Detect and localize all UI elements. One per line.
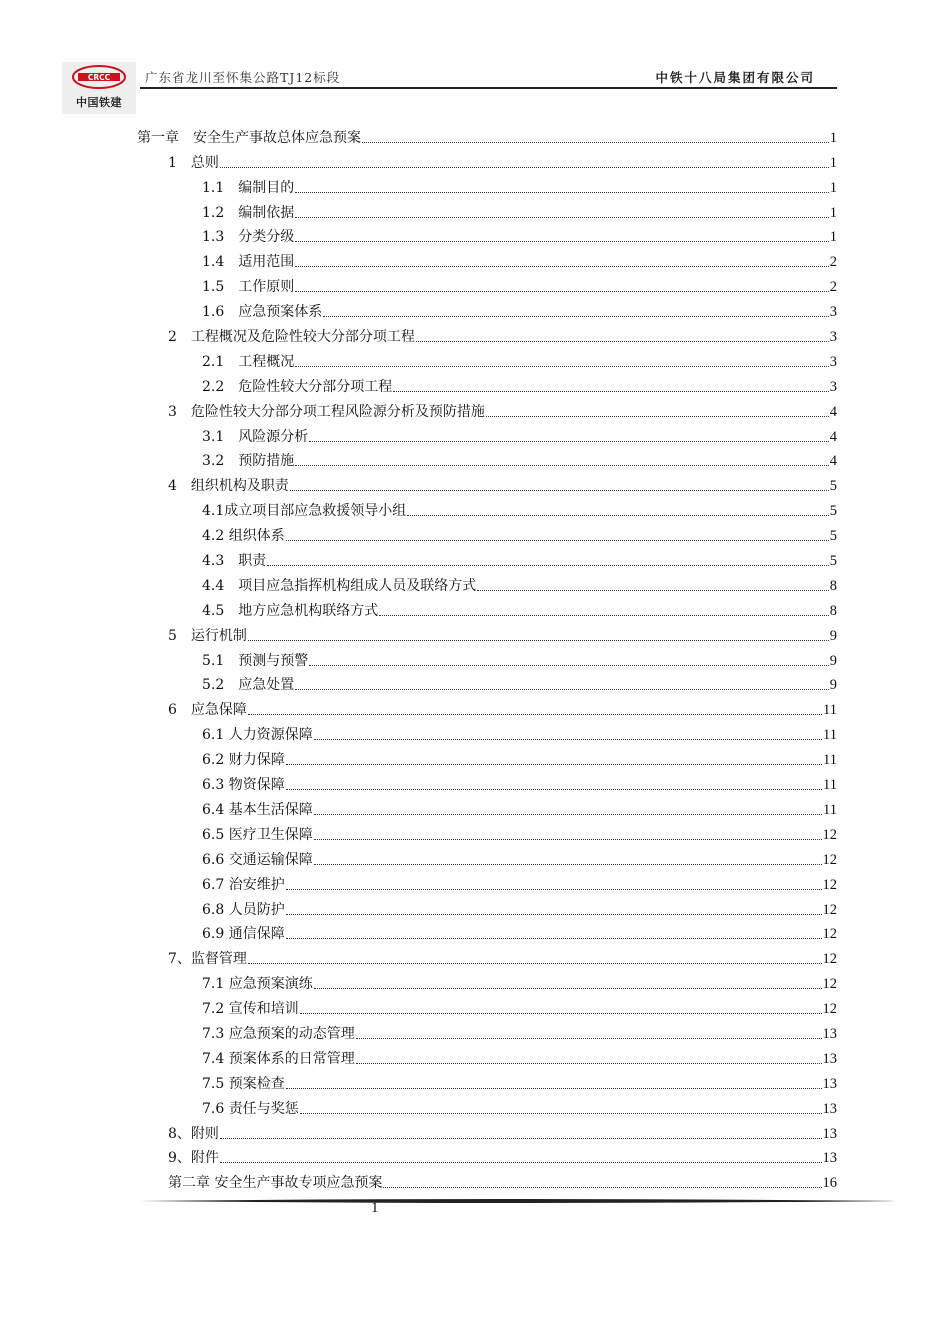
- toc-entry-page: 13: [822, 1025, 837, 1042]
- toc-leader-dots: [248, 714, 822, 715]
- toc-entry-label: 6.7 治安维护: [202, 876, 285, 893]
- toc-leader-dots: [314, 864, 822, 865]
- toc-entry-page: 1: [829, 229, 837, 246]
- toc-entry-page: 1: [829, 204, 837, 221]
- toc-leader-dots: [383, 1187, 821, 1188]
- toc-leader-dots: [286, 540, 829, 541]
- toc-leader-dots: [323, 316, 828, 317]
- toc-leader-dots: [362, 142, 829, 143]
- toc-entry-page: 3: [829, 304, 837, 321]
- toc-entry-page: 5: [829, 528, 837, 545]
- toc-entry-page: 11: [823, 702, 837, 719]
- toc-entry-page: 11: [823, 727, 837, 744]
- toc-entry-page: 16: [822, 1175, 837, 1192]
- toc-entry-page: 3: [829, 378, 837, 395]
- toc-entry-label: 7.5 预案检查: [202, 1075, 285, 1092]
- toc-leader-dots: [314, 814, 822, 815]
- toc-entry[interactable]: [202, 246, 837, 271]
- toc-leader-dots: [295, 192, 828, 193]
- toc-entry[interactable]: [168, 396, 837, 421]
- toc-entry[interactable]: [202, 346, 837, 371]
- toc-entry-page: 13: [822, 1100, 837, 1117]
- toc-leader-dots: [314, 988, 822, 989]
- toc-entry-label: 7.3 应急预案的动态管理: [202, 1025, 355, 1042]
- toc-entry-label: 6.4 基本生活保障: [202, 801, 313, 818]
- toc-entry-label: 3 危险性较大分部分项工程风险源分析及预防措施: [168, 403, 485, 420]
- toc-entry[interactable]: [202, 570, 837, 595]
- toc-entry-label: 1.5 工作原则: [202, 279, 295, 296]
- toc-entry-label: 7.4 预案体系的日常管理: [202, 1050, 355, 1067]
- toc-leader-dots: [300, 1013, 822, 1014]
- toc-entry[interactable]: [202, 495, 837, 520]
- toc-entry[interactable]: [202, 595, 837, 620]
- header-company: 中铁十八局集团有限公司: [655, 70, 815, 85]
- toc-entry-page: 9: [829, 652, 837, 669]
- toc-leader-dots: [290, 490, 829, 491]
- toc-entry[interactable]: [202, 869, 837, 894]
- toc-entry[interactable]: [202, 744, 837, 769]
- toc-entry-label: 1.1 编制目的: [202, 179, 295, 196]
- toc-entry-label: 1.6 应急预案体系: [202, 304, 323, 321]
- toc-leader-dots: [295, 291, 828, 292]
- toc-entry-page: 12: [822, 851, 837, 868]
- toc-entry-page: 12: [822, 826, 837, 843]
- toc-entry-page: 12: [822, 1001, 837, 1018]
- toc-leader-dots: [220, 167, 829, 168]
- toc-entry[interactable]: [168, 1118, 837, 1143]
- toc-entry-page: 4: [829, 453, 837, 470]
- toc-entry-label: 4.3 职责: [202, 553, 267, 570]
- toc-entry[interactable]: [202, 545, 837, 570]
- toc-entry-label: 6.8 人员防护: [202, 901, 285, 918]
- toc-leader-dots: [295, 217, 828, 218]
- toc-leader-dots: [309, 441, 828, 442]
- toc-entry[interactable]: [202, 968, 837, 993]
- toc-entry[interactable]: [202, 446, 837, 471]
- toc-entry[interactable]: [202, 1043, 837, 1068]
- toc-entry[interactable]: [168, 1167, 837, 1192]
- toc-entry-label: 4 组织机构及职责: [168, 478, 289, 495]
- toc-entry[interactable]: [202, 197, 837, 222]
- toc-leader-dots: [248, 640, 829, 641]
- toc-entry-page: 13: [822, 1050, 837, 1067]
- toc-leader-dots: [286, 764, 822, 765]
- toc-entry-label: 5 运行机制: [168, 627, 247, 644]
- toc-entry-page: 13: [822, 1150, 837, 1167]
- toc-leader-dots: [248, 963, 822, 964]
- toc-entry-label: 4.5 地方应急机构联络方式: [202, 602, 379, 619]
- toc-entry-page: 12: [822, 976, 837, 993]
- toc-entry-page: 1: [829, 129, 837, 146]
- toc-leader-dots: [295, 689, 828, 690]
- toc-entry[interactable]: [202, 645, 837, 670]
- toc-entry-label: 1.4 适用范围: [202, 254, 295, 271]
- toc-entry-label: 4.1成立项目部应急救援领导小组: [202, 503, 407, 520]
- toc-entry[interactable]: [202, 894, 837, 919]
- toc-leader-dots: [416, 341, 829, 342]
- toc-entry[interactable]: [202, 794, 837, 819]
- toc-entry[interactable]: [202, 819, 837, 844]
- toc-entry[interactable]: [202, 271, 837, 296]
- toc-entry-label: 6.6 交通运输保障: [202, 851, 313, 868]
- toc-entry-page: 11: [823, 752, 837, 769]
- toc-entry[interactable]: [202, 222, 837, 247]
- toc-entry-label: 2.2 危险性较大分部分项工程: [202, 378, 393, 395]
- toc-entry-page: 1: [829, 179, 837, 196]
- toc-entry-label: 6.3 物资保障: [202, 777, 285, 794]
- toc-entry[interactable]: [168, 943, 837, 968]
- toc-entry-page: 11: [823, 777, 837, 794]
- toc-entry-label: 第一章 安全生产事故总体应急预案: [137, 129, 361, 146]
- toc-leader-dots: [309, 665, 828, 666]
- toc-leader-dots: [286, 938, 822, 939]
- toc-entry-label: 5.2 应急处置: [202, 677, 295, 694]
- toc-entry-page: 5: [829, 478, 837, 495]
- toc-entry[interactable]: [202, 769, 837, 794]
- toc-leader-dots: [286, 1088, 822, 1089]
- toc-entry-label: 7、监督管理: [168, 951, 247, 968]
- toc-entry-page: 12: [822, 901, 837, 918]
- toc-entry[interactable]: [168, 147, 837, 172]
- toc-entry-label: 3.1 风险源分析: [202, 428, 309, 445]
- toc-entry-label: 1.3 分类分级: [202, 229, 295, 246]
- toc-entry[interactable]: [168, 694, 837, 719]
- toc-entry[interactable]: [168, 470, 837, 495]
- toc-leader-dots: [356, 1038, 822, 1039]
- toc-leader-dots: [286, 914, 822, 915]
- toc-entry-page: 11: [823, 801, 837, 818]
- toc-entry[interactable]: [202, 172, 837, 197]
- toc-leader-dots: [295, 241, 828, 242]
- toc-leader-dots: [220, 1162, 822, 1163]
- toc-entry-page: 2: [829, 279, 837, 296]
- toc-entry-page: 12: [822, 951, 837, 968]
- table-of-contents: [0, 122, 950, 1192]
- toc-entry-label: 2.1 工程概况: [202, 353, 295, 370]
- page-number: 1: [371, 1200, 379, 1216]
- toc-entry[interactable]: [202, 1068, 837, 1093]
- toc-entry-label: 3.2 预防措施: [202, 453, 295, 470]
- toc-entry-label: 6 应急保障: [168, 702, 247, 719]
- toc-entry-label: 第二章 安全生产事故专项应急预案: [168, 1175, 383, 1192]
- toc-entry[interactable]: [168, 1143, 837, 1168]
- toc-entry-page: 5: [829, 553, 837, 570]
- toc-leader-dots: [486, 416, 829, 417]
- toc-entry[interactable]: [168, 620, 837, 645]
- toc-leader-dots: [379, 615, 828, 616]
- toc-entry-page: 5: [829, 503, 837, 520]
- toc-entry-label: 9、附件: [168, 1150, 219, 1167]
- toc-entry-label: 5.1 预测与预警: [202, 652, 309, 669]
- toc-leader-dots: [295, 366, 828, 367]
- toc-entry-label: 1.2 编制依据: [202, 204, 295, 221]
- toc-entry-page: 4: [829, 428, 837, 445]
- toc-entry[interactable]: [137, 122, 837, 147]
- header-project: 广东省龙川至怀集公路TJ12标段: [145, 70, 341, 85]
- toc-entry-page: 13: [822, 1125, 837, 1142]
- toc-leader-dots: [267, 565, 828, 566]
- toc-leader-dots: [286, 889, 822, 890]
- toc-entry-label: 6.1 人力资源保障: [202, 727, 313, 744]
- toc-entry-label: 6.2 财力保障: [202, 752, 285, 769]
- footer-rule: [140, 1198, 896, 1204]
- toc-leader-dots: [295, 465, 828, 466]
- toc-entry-label: 6.5 医疗卫生保障: [202, 826, 313, 843]
- company-logo: [62, 62, 136, 114]
- toc-leader-dots: [356, 1063, 822, 1064]
- toc-leader-dots: [295, 266, 828, 267]
- toc-entry-page: 3: [829, 353, 837, 370]
- toc-entry[interactable]: [202, 1018, 837, 1043]
- toc-leader-dots: [314, 839, 822, 840]
- toc-leader-dots: [477, 590, 828, 591]
- toc-entry[interactable]: [202, 421, 837, 446]
- toc-entry-page: 13: [822, 1075, 837, 1092]
- toc-entry-page: 9: [829, 677, 837, 694]
- toc-leader-dots: [314, 739, 822, 740]
- toc-entry-page: 8: [829, 602, 837, 619]
- toc-entry[interactable]: [202, 919, 837, 944]
- toc-entry-page: 4: [829, 403, 837, 420]
- toc-entry-label: 6.9 通信保障: [202, 926, 285, 943]
- toc-entry[interactable]: [168, 321, 837, 346]
- toc-entry-label: 7.2 宣传和培训: [202, 1001, 299, 1018]
- toc-entry-page: 1: [829, 154, 837, 171]
- toc-entry-label: 2 工程概况及危险性较大分部分项工程: [168, 329, 415, 346]
- toc-leader-dots: [407, 515, 828, 516]
- logo-text: 中国铁建: [76, 96, 122, 109]
- toc-entry-label: 7.6 责任与奖惩: [202, 1100, 299, 1117]
- toc-entry-label: 4.2 组织体系: [202, 528, 285, 545]
- toc-entry-page: 12: [822, 926, 837, 943]
- toc-entry-label: 1 总则: [168, 154, 219, 171]
- toc-leader-dots: [220, 1138, 822, 1139]
- toc-entry-page: 8: [829, 577, 837, 594]
- header-rule: [140, 87, 837, 89]
- toc-leader-dots: [393, 391, 828, 392]
- toc-entry-page: 2: [829, 254, 837, 271]
- crcc-emblem-icon: [70, 64, 128, 94]
- toc-entry-page: 9: [829, 627, 837, 644]
- logo-mark: CRCC: [87, 73, 111, 82]
- toc-entry[interactable]: [202, 520, 837, 545]
- toc-entry[interactable]: [202, 371, 837, 396]
- toc-leader-dots: [300, 1113, 822, 1114]
- toc-entry-label: 7.1 应急预案演练: [202, 976, 313, 993]
- toc-entry-label: 4.4 项目应急指挥机构组成人员及联络方式: [202, 577, 477, 594]
- toc-entry[interactable]: [202, 844, 837, 869]
- toc-leader-dots: [286, 789, 822, 790]
- toc-entry[interactable]: [202, 719, 837, 744]
- toc-entry[interactable]: [202, 296, 837, 321]
- toc-entry[interactable]: [202, 993, 837, 1018]
- toc-entry-page: 12: [822, 876, 837, 893]
- toc-entry-label: 8、附则: [168, 1125, 219, 1142]
- toc-entry[interactable]: [202, 1093, 837, 1118]
- toc-entry-page: 3: [829, 329, 837, 346]
- toc-entry[interactable]: [202, 670, 837, 695]
